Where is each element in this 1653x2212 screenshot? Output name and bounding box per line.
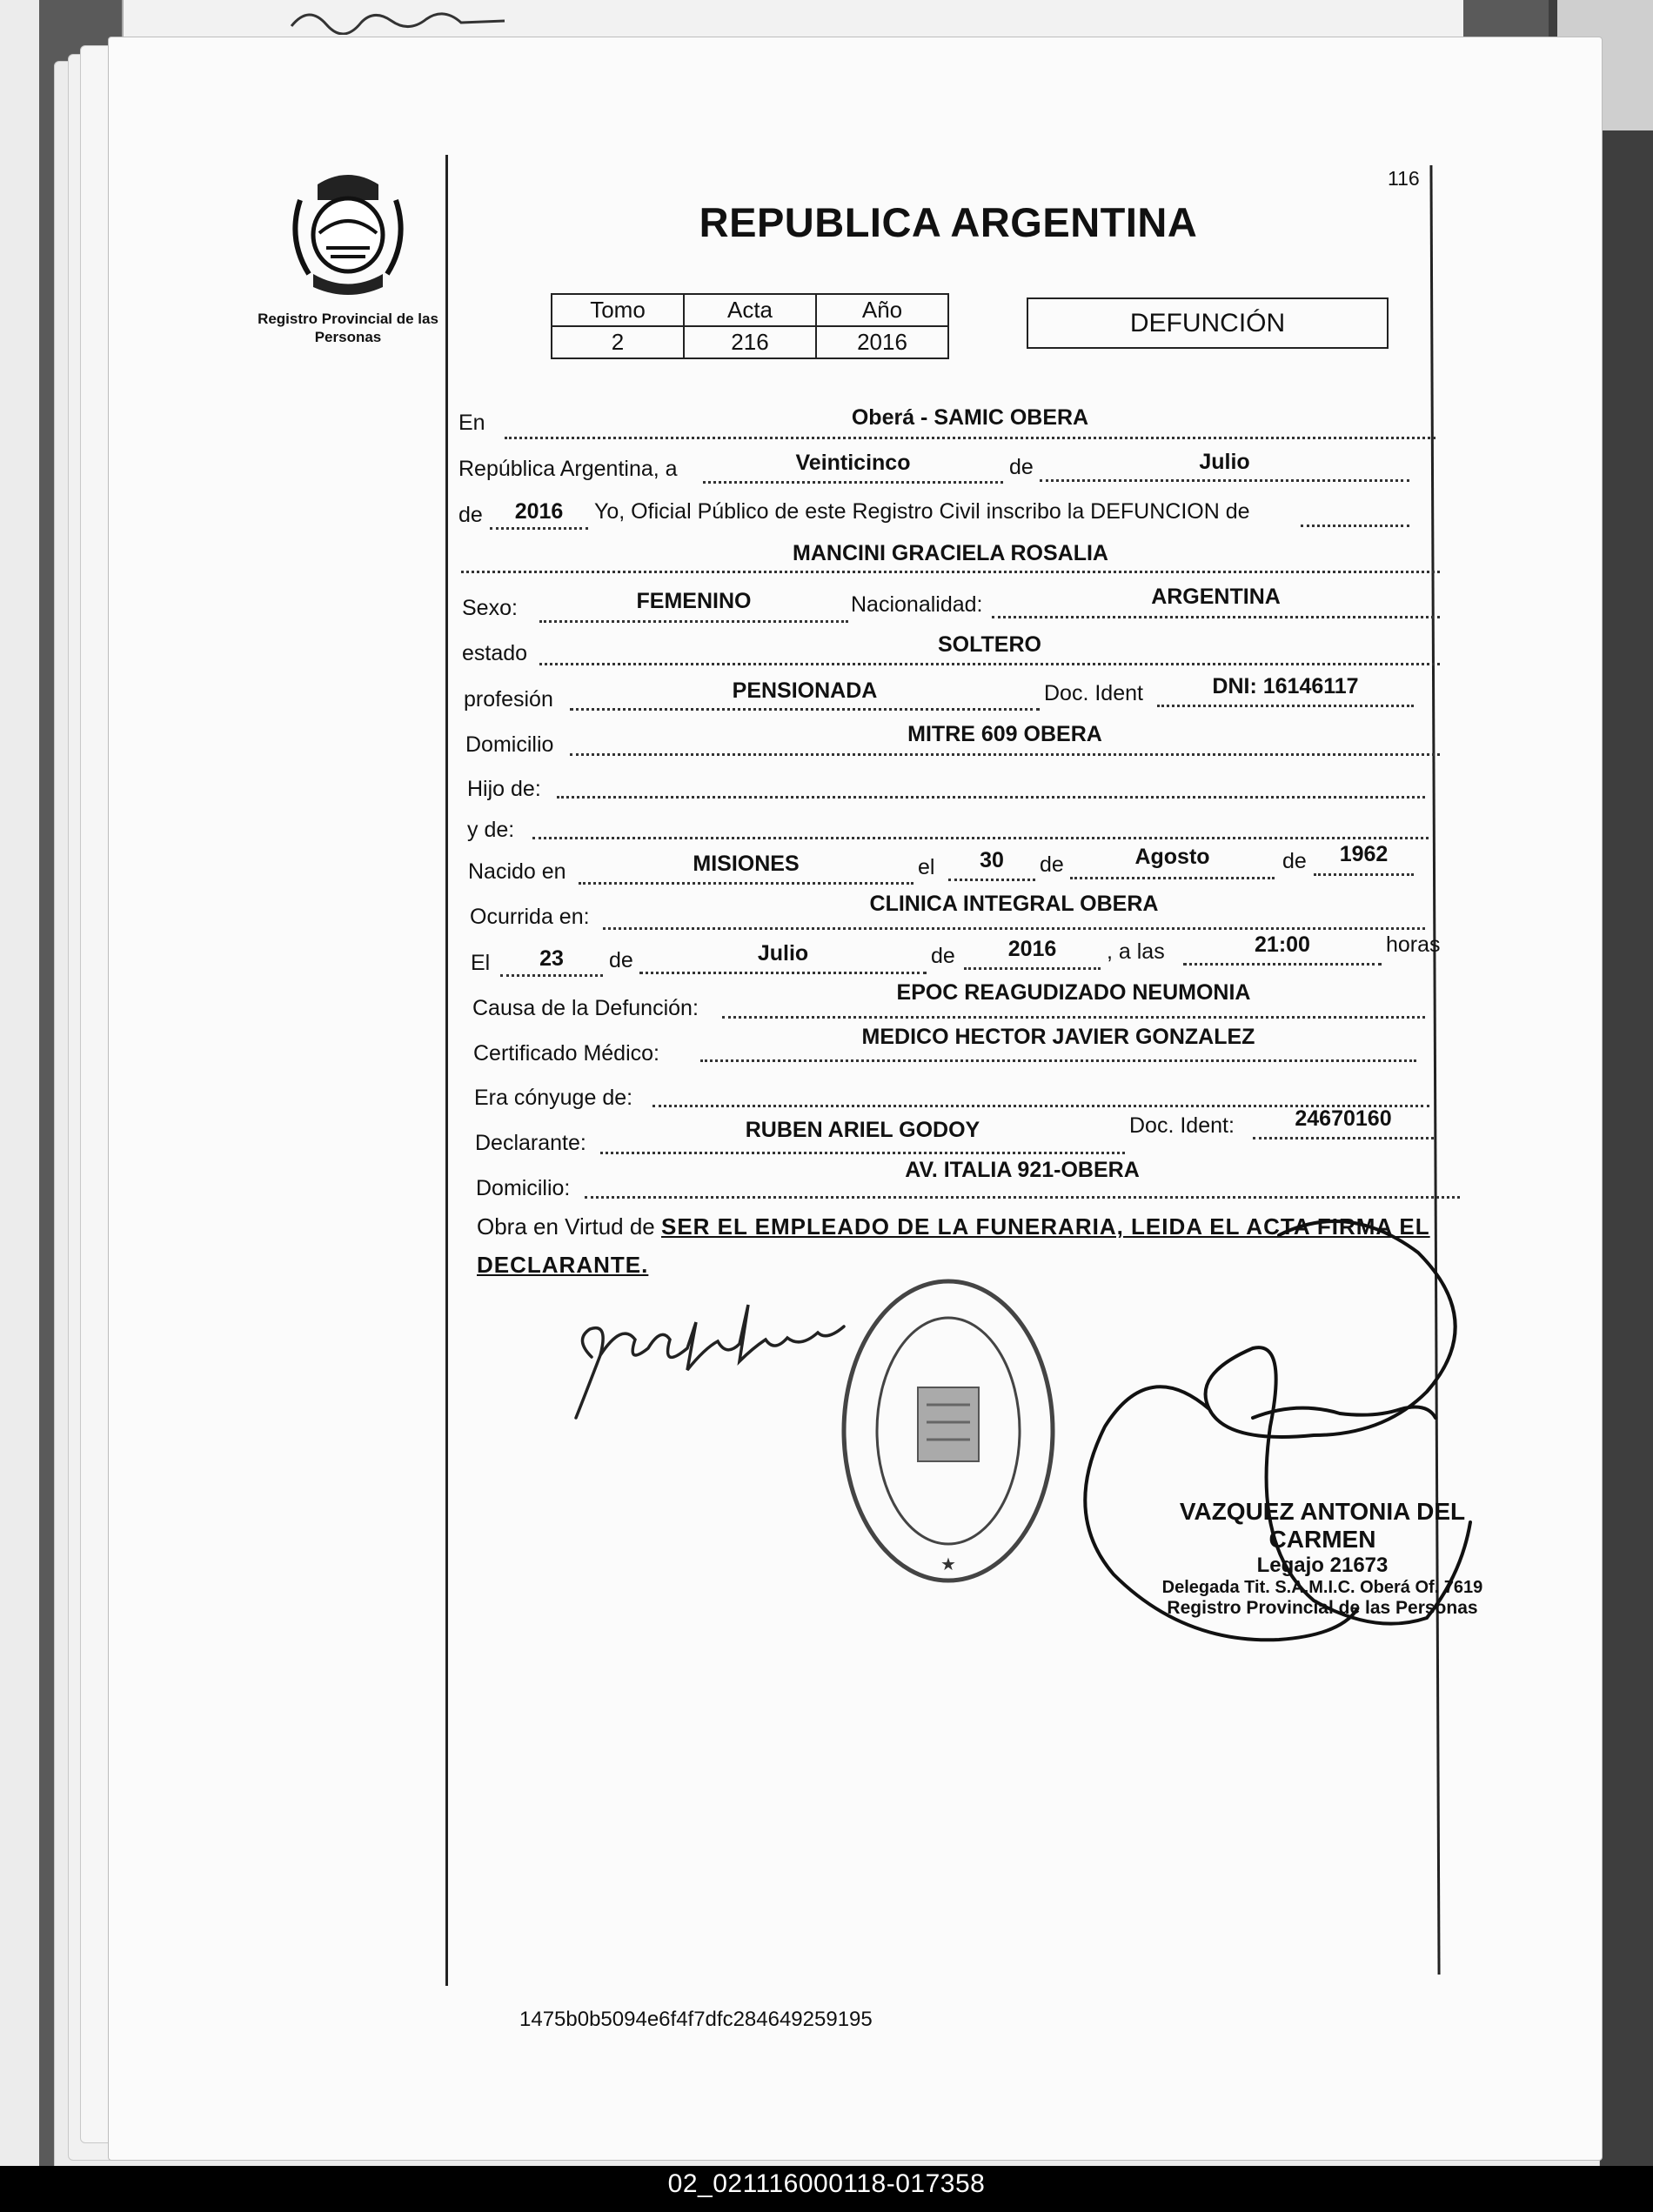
label-certificado: Certificado Médico:: [473, 1041, 659, 1066]
label-nacionalidad: Nacionalidad:: [851, 592, 983, 617]
document-title: REPUBLICA ARGENTINA: [699, 199, 1198, 245]
scan-id: 02_021116000118-017358: [667, 2169, 986, 2198]
registrar-name: VAZQUEZ ANTONIA DEL CARMEN: [1179, 1498, 1466, 1553]
label-declarante: Declarante:: [475, 1131, 586, 1155]
header-anio: Año: [816, 294, 948, 326]
label-doc-ident: Doc. Ident: [1044, 681, 1143, 705]
dotted-line: [1253, 1137, 1434, 1139]
official-seal-stamp: [831, 1266, 1066, 1596]
label-republica: República Argentina, a: [458, 457, 678, 481]
registrar-position: Delegada Tit. S.A.M.I.C. Oberá Of. 7619: [1161, 1578, 1483, 1597]
value-nacimiento-anio: 1962: [1339, 842, 1389, 866]
dotted-line: [570, 708, 1040, 711]
registrar-registry: Registro Provincial de las Personas: [1167, 1598, 1478, 1618]
dotted-line: [585, 1196, 1460, 1199]
value-mes-inscripcion: Julio: [1199, 450, 1250, 474]
value-sexo: FEMENINO: [636, 589, 752, 613]
dotted-line: [500, 974, 603, 977]
dotted-line: [1157, 705, 1414, 707]
registry-name: Registro Provincial de las Personas: [258, 311, 438, 345]
header-acta: Acta: [684, 294, 816, 326]
label-nacido-en: Nacido en: [468, 859, 566, 884]
label-el: El: [471, 951, 491, 975]
dotted-line: [1183, 963, 1382, 966]
dotted-line: [722, 1016, 1425, 1019]
label-conyuge: Era cónyuge de:: [474, 1086, 633, 1110]
dotted-line: [700, 1059, 1416, 1062]
dotted-line: [505, 437, 1436, 439]
value-ocurrida-en: CLINICA INTEGRAL OBERA: [869, 892, 1159, 916]
label-en: En: [458, 411, 485, 435]
value-certificado-medico: MEDICO HECTOR JAVIER GONZALEZ: [861, 1025, 1255, 1049]
label-de: de: [931, 944, 955, 968]
top-handwriting-fragment: [287, 0, 513, 35]
intro-statement: Yo, Oficial Público de este Registro Civil inscribo la DEFUNCION de: [594, 499, 1250, 524]
misiones-crest-icon: [283, 165, 413, 296]
value-declarante-domicilio: AV. ITALIA 921-OBERA: [905, 1158, 1140, 1182]
dotted-line: [570, 753, 1440, 756]
registrar-signature-block: [1157, 1498, 1488, 1619]
page-number: 116: [1388, 167, 1420, 190]
label-horas: horas: [1386, 932, 1441, 957]
label-de: de: [1282, 849, 1307, 873]
label-obra-en-virtud: Obra en Virtud de: [477, 1213, 655, 1240]
label-el: el: [918, 855, 935, 879]
dotted-line: [1301, 525, 1409, 527]
dotted-line: [948, 879, 1035, 881]
label-estado: estado: [462, 641, 528, 665]
value-defuncion-anio: 2016: [1007, 937, 1057, 961]
value-tomo: 2: [552, 326, 684, 358]
value-acta: 216: [684, 326, 816, 358]
value-defuncion-dia: 23: [539, 946, 564, 971]
registrar-legajo: Legajo 21673: [1256, 1554, 1389, 1577]
value-anio-inscripcion: 2016: [514, 499, 564, 524]
label-de: de: [1009, 455, 1034, 479]
value-dni: DNI: 16146117: [1212, 674, 1359, 698]
dotted-line: [490, 527, 588, 530]
dotted-line: [461, 571, 1440, 573]
value-estado: SOLTERO: [938, 632, 1041, 657]
value-causa: EPOC REAGUDIZADO NEUMONIA: [896, 980, 1251, 1005]
value-obra-en-virtud: SER EL EMPLEADO DE LA FUNERARIA, LEIDA EL ACTA FIRMA EL DECLARANTE.: [477, 1213, 1430, 1278]
dotted-line: [964, 967, 1101, 970]
document-hash: 1475b0b5094e6f4f7dfc284649259195: [519, 2008, 873, 2031]
value-dia-inscripcion: Veinticinco: [795, 451, 911, 475]
value-nacido-en: MISIONES: [693, 852, 800, 876]
label-sexo: Sexo:: [462, 596, 518, 620]
label-causa: Causa de la Defunción:: [472, 996, 699, 1020]
svg-text:★: ★: [940, 1555, 956, 1574]
background-left-edge: [0, 0, 39, 2212]
dotted-line: [557, 796, 1425, 799]
label-de: de: [1040, 852, 1064, 877]
label-y-de: y de:: [467, 818, 515, 842]
dotted-line: [603, 927, 1425, 930]
document-type-box: DEFUNCIÓN: [1027, 297, 1389, 349]
label-doc-ident-declarante: Doc. Ident:: [1129, 1113, 1235, 1138]
label-hijo-de: Hijo de:: [467, 777, 541, 801]
value-declarante-doc: 24670160: [1295, 1106, 1392, 1131]
label-profesion: profesión: [464, 687, 553, 712]
volume-record-year-table: [551, 293, 949, 359]
header-tomo: Tomo: [552, 294, 684, 326]
label-a-las: , a las: [1107, 939, 1165, 964]
value-anio: 2016: [816, 326, 948, 358]
label-de: de: [609, 948, 633, 972]
value-defuncion-mes: Julio: [757, 941, 809, 966]
value-domicilio: MITRE 609 OBERA: [907, 722, 1102, 746]
dotted-line: [1040, 479, 1409, 482]
dotted-line: [539, 620, 848, 623]
value-profesion: PENSIONADA: [732, 678, 878, 703]
dotted-line: [539, 663, 1440, 665]
dotted-line: [532, 837, 1429, 839]
dotted-line: [992, 616, 1440, 618]
dotted-line: [579, 882, 914, 885]
dotted-line: [1314, 873, 1414, 876]
value-lugar: Oberá - SAMIC OBERA: [851, 405, 1089, 430]
left-margin-line: [445, 155, 448, 1986]
value-nacimiento-mes: Agosto: [1134, 845, 1210, 869]
dotted-line: [639, 972, 927, 974]
value-nacimiento-dia: 30: [980, 848, 1004, 872]
label-ocurrida-en: Ocurrida en:: [470, 905, 590, 929]
value-defuncion-hora: 21:00: [1255, 932, 1310, 957]
value-nombre: MANCINI GRACIELA ROSALIA: [793, 541, 1108, 565]
label-domicilio-declarante: Domicilio:: [476, 1176, 571, 1200]
label-de: de: [458, 503, 483, 527]
dotted-line: [1070, 877, 1275, 879]
value-declarante: RUBEN ARIEL GODOY: [745, 1118, 980, 1142]
dotted-line: [703, 481, 1003, 484]
dotted-line: [600, 1152, 1125, 1154]
declarant-signature: [566, 1287, 861, 1435]
label-domicilio: Domicilio: [465, 732, 554, 757]
value-nacionalidad: ARGENTINA: [1151, 585, 1281, 609]
